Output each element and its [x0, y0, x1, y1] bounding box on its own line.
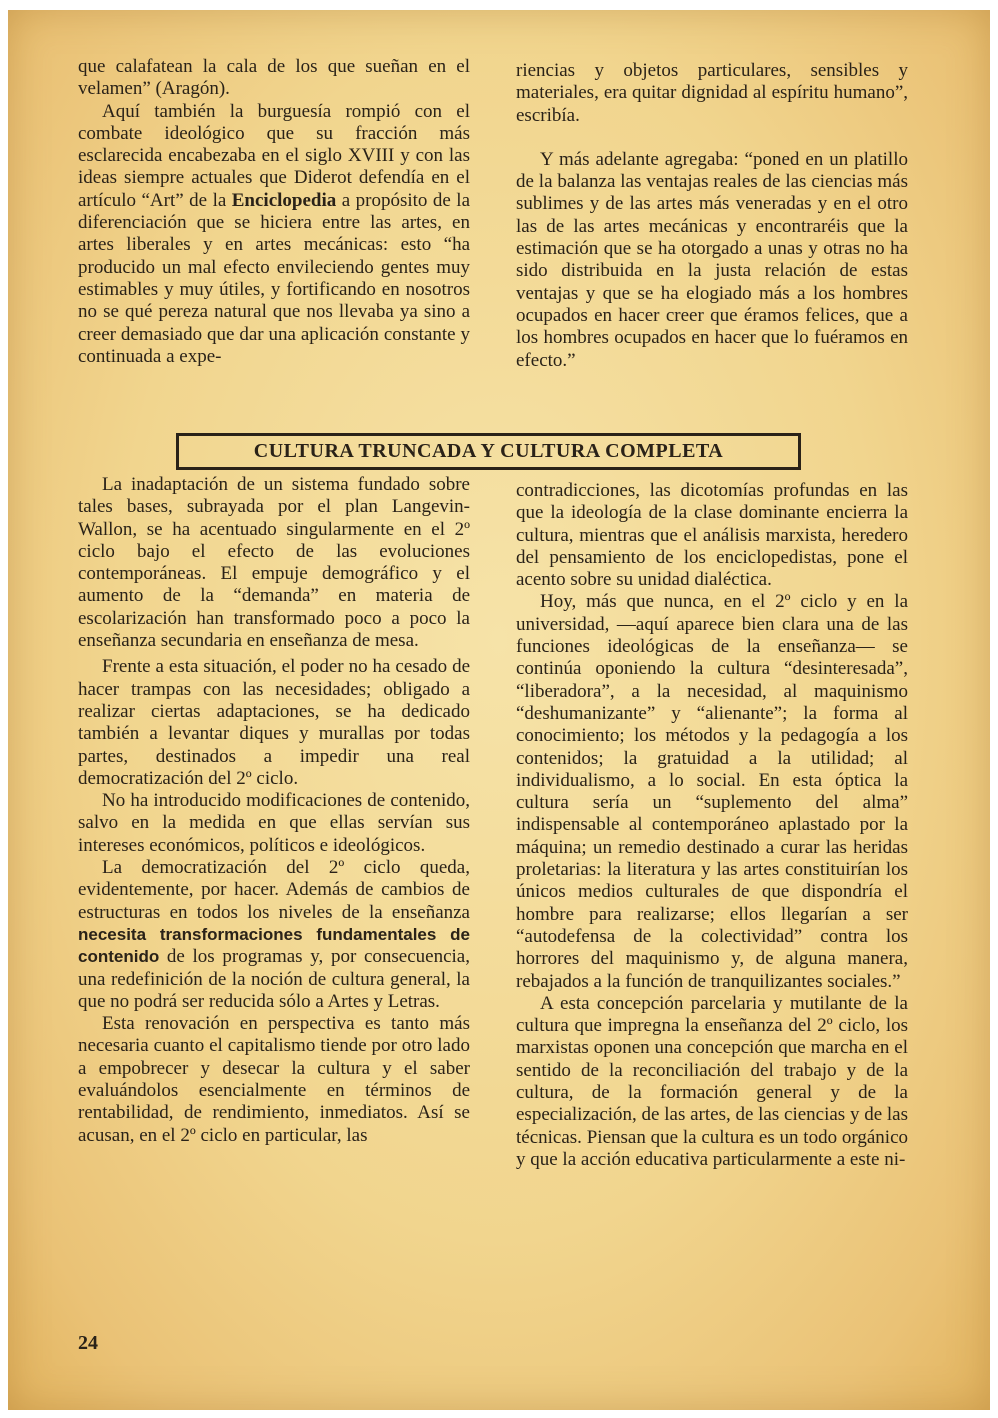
bold-phrase: necesita transformaciones fundamentales de contenido: [78, 924, 470, 967]
bottom-left-column: [78, 474, 470, 1147]
paragraph: Hoy, más que nunca, en el 2º ciclo y en la universidad, —aquí aparece bien clara una de las funciones ideológicas de la enseñanza— se continúa oponiendo la cultura “desinteresada”, “liberadora”, a la necesidad, al maquinismo “deshumanizante” y “alienante”; la forma al conocimiento; los métodos y la pedagogía a los contenidos; la gratuidad a la utilidad; al individualismo, a lo social. En esta óptica la cultura sería un “suplemento del alma” indispensable al contemporáneo aplastado por la máquina; un remedio destinado a curar las heridas proletarias: la literatura y las artes constituirían los únicos medios culturales de que dispondría el hombre para realizarse; ellos llegarían a ser “autodefensa de la colectividad” contra los horrores del maquinismo y, de alguna manera, rebajados a la función de tranquilizantes sociales.”: [516, 591, 908, 992]
text-run: de los programas y, por consecuencia, una redefinición de la noción de cultura general, la que no podrá ser reducida sólo a Artes y Letras.: [78, 946, 470, 1012]
bold-term: Enciclopedia: [231, 189, 337, 211]
section-heading-box: [176, 422, 801, 474]
heading-rule-bottom: [176, 467, 801, 470]
text-run: La democratización del 2º ciclo queda, evidentemente, por hacer. Además de cambios de estructuras en todos los niveles de la enseñanza: [78, 857, 470, 923]
paragraph: Y más adelante agregaba: “poned en un platillo de la balanza las ventajas reales de las ciencias más sublimes y de las artes más veneradas y en el otro las de las artes mecánicas y encontraréis que la estimación que se ha otorgado a unas y otras no ha sido distribuida en la justa relación de estas ventajas y que se ha elogiado más a los hombres ocupados en hacer creer que éramos felices, que a los hombres ocupados en hacer que lo fuéramos en efecto.”: [516, 148, 908, 371]
paragraph: [78, 101, 470, 369]
heading-rule-top: [176, 433, 801, 436]
top-right-column: [516, 60, 908, 372]
text-run: a propósito de la diferenciación que se hiciera entre las artes, en artes liberales y en artes mecánicas: esto “ha producido un mal efecto envileciendo gentes muy estimables y muy útiles, y fortificando en nosotros no se qué pereza natural que nos llevaba ya sino a creer demasiado que dar una aplicación constante y continuada a expe-: [78, 189, 470, 367]
text-run: Aquí también la burguesía rompió con el combate ideológico que su fracción más esclarecida encabezaba en el siglo XVIII y con las ideas siempre actuales que Diderot defendía en el artículo “Art” de la: [78, 100, 470, 211]
paragraph: que calafatean la cala de los que sueñan en el velamen” (Aragón).: [78, 56, 470, 100]
page-number: 24: [78, 1332, 98, 1354]
paragraph: [78, 857, 470, 1013]
bottom-right-column: [516, 480, 908, 1171]
paragraph: Frente a esta situación, el poder no ha cesado de hacer trampas con las necesidades; obligado a realizar ciertas adaptaciones, se ha dedicado también a levantar diques y murallas por todas partes, destinados a impedir una real democratización del 2º ciclo.: [78, 656, 470, 789]
paragraph: A esta concepción parcelaria y mutilante de la cultura que impregna la enseñanza del 2º ciclo, los marxistas oponen una concepción que marcha en el sentido de la reconciliación del trabajo y de la cultura, de la formación general y de la especialización, de las artes, de las ciencias y de las técnicas. Piensan que la cultura es un todo orgánico y que la acción educativa particularmente a este ni-: [516, 992, 908, 1170]
section-heading: CULTURA TRUNCADA Y CULTURA COMPLETA: [253, 440, 724, 462]
paragraph: La inadaptación de un sistema fundado sobre tales bases, subrayada por el plan Langevin-Wallon, se ha acentuado singularmente en el 2º ciclo bajo el efecto de las evoluciones contemporáneas. El empuje demográfico y el aumento de la “demanda” en materia de escolarización han transformado poco a poco la enseñanza secundaria en enseñanza de mesa.: [78, 474, 470, 652]
magazine-page: [8, 10, 990, 1410]
paragraph: contradicciones, las dicotomías profundas en las que la ideología de la clase dominante encierra la cultura, mientras que el análisis marxista, heredero del pensamiento de los enciclopedistas, pone el acento sobre su unidad dialéctica.: [516, 480, 908, 591]
paragraph: No ha introducido modificaciones de contenido, salvo en la medida en que ellas servían sus intereses económicos, políticos e ideológicos.: [78, 790, 470, 856]
paragraph: riencias y objetos particulares, sensibles y materiales, era quitar dignidad al espíritu humano”, escribía.: [516, 60, 908, 126]
paragraph: Esta renovación en perspectiva es tanto más necesaria cuanto el capitalismo tiende por otro lado a empobrecer y desecar la cultura y el saber evaluándolos esencialmente en términos de rentabilidad, de rendimiento, inmediatos. Así se acusan, en el 2º ciclo en particular, las: [78, 1013, 470, 1146]
top-left-column: [78, 56, 470, 368]
